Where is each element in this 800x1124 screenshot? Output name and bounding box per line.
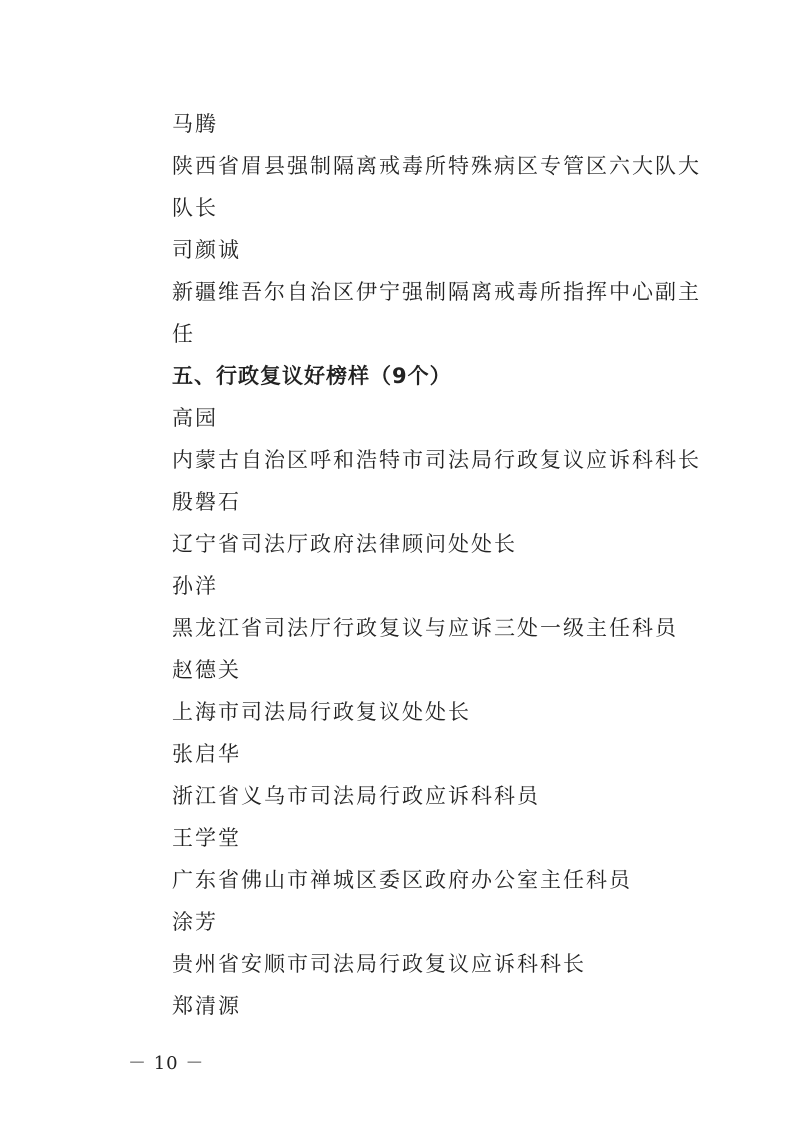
awardee-name: 孙洋 — [172, 574, 218, 598]
awardee-position: 贵州省安顺市司法局行政复议应诉科科长 — [172, 952, 586, 976]
awardee-position: 内蒙古自治区呼和浩特市司法局行政复议应诉科科长 — [172, 448, 701, 472]
awardee-name: 殷磐石 — [172, 490, 241, 514]
awardee-position-cont: 队长 — [172, 196, 218, 220]
awardee-name: 司颜诚 — [172, 238, 241, 262]
awardee-name: 高园 — [172, 406, 218, 430]
awardee-position: 上海市司法局行政复议处处长 — [172, 700, 471, 724]
awardee-name: 赵德关 — [172, 658, 241, 682]
awardee-position: 陕西省眉县强制隔离戒毒所特殊病区专管区六大队大 — [172, 154, 701, 178]
page-number: － 10 － — [128, 1053, 205, 1074]
awardee-name: 马腾 — [172, 112, 218, 136]
awardee-position: 浙江省义乌市司法局行政应诉科科员 — [172, 784, 540, 808]
awardee-name: 王学堂 — [172, 826, 241, 850]
awardee-name: 涂芳 — [172, 910, 218, 934]
awardee-position: 新疆维吾尔自治区伊宁强制隔离戒毒所指挥中心副主 — [172, 280, 701, 304]
section-heading: 五、行政复议好榜样（9个） — [172, 364, 452, 388]
awardee-position-cont: 任 — [172, 322, 195, 346]
awardee-name: 郑清源 — [172, 994, 241, 1018]
awardee-position: 辽宁省司法厅政府法律顾问处处长 — [172, 532, 517, 556]
awardee-position: 黑龙江省司法厅行政复议与应诉三处一级主任科员 — [172, 616, 678, 640]
awardee-position: 广东省佛山市禅城区委区政府办公室主任科员 — [172, 868, 632, 892]
awardee-name: 张启华 — [172, 742, 241, 766]
